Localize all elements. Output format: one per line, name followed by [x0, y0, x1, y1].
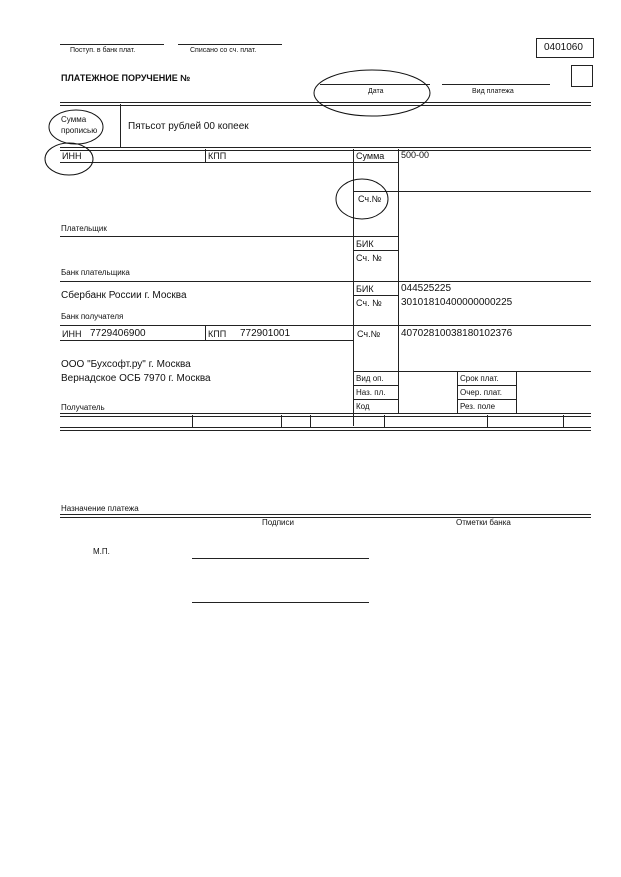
payer-inn-label: ИНН: [62, 151, 82, 161]
purpose-code-label: Наз. пл.: [356, 388, 386, 397]
payer-kpp-label: КПП: [208, 151, 227, 161]
payee-account-label: Сч.№: [357, 329, 381, 339]
date-label: Дата: [368, 88, 384, 95]
amount-words-label-line1: Сумма: [61, 115, 87, 124]
payee-inn-value: 7729406900: [90, 328, 146, 339]
order-label: Очер. плат.: [460, 388, 503, 397]
reserve-label: Рез. поле: [460, 402, 496, 411]
code-label: Код: [356, 402, 370, 411]
payee-name-line2: Вернадское ОСБ 7970 г. Москва: [61, 373, 211, 384]
payer-bank-label: Банк плательщика: [61, 268, 130, 277]
op-type-label: Вид оп.: [356, 374, 384, 383]
bank-marks-label: Отметки банка: [456, 518, 511, 527]
payee-bank-label: Банк получателя: [61, 312, 124, 321]
form-code: 0401060: [544, 42, 583, 53]
page-title: ПЛАТЕЖНОЕ ПОРУЧЕНИЕ №: [61, 73, 191, 83]
inn-circle-mark: [45, 143, 93, 175]
payer-bank-bik-label: БИК: [356, 239, 374, 249]
payee-bank-bik-label: БИК: [356, 284, 374, 294]
payee-inn-label: ИНН: [62, 329, 82, 339]
date-circle-mark: [314, 70, 430, 116]
payee-bank-account-label: Сч. №: [356, 298, 382, 308]
amount-words-circle-mark: [49, 110, 103, 144]
account-circle-mark: [336, 179, 388, 219]
payee-label: Получатель: [61, 403, 105, 412]
payee-bank-bik-value: 044525225: [401, 283, 452, 294]
signatures-label: Подписи: [262, 518, 294, 527]
payer-label: Плательщик: [61, 224, 107, 233]
sum-value: 500-00: [401, 150, 430, 160]
sum-label: Сумма: [356, 151, 385, 161]
payee-kpp-value: 772901001: [240, 328, 291, 339]
stamp-label: М.П.: [93, 547, 110, 556]
received-label: Поступ. в банк плат.: [70, 47, 136, 54]
due-label: Срок плат.: [460, 374, 499, 383]
debited-label: Списано со сч. плат.: [190, 47, 257, 54]
purpose-label: Назначение платежа: [61, 504, 139, 513]
payee-kpp-label: КПП: [208, 329, 227, 339]
amount-words-value: Пятьсот рублей 00 копеек: [128, 121, 249, 132]
payee-account-value: 40702810038180102376: [401, 328, 513, 339]
payee-bank-account-value: 30101810400000000225: [401, 297, 513, 308]
payer-account-label: Сч.№: [358, 194, 382, 204]
payment-type-label: Вид платежа: [472, 88, 514, 95]
payee-bank-name: Сбербанк России г. Москва: [61, 290, 187, 301]
amount-words-label-line2: прописью: [61, 126, 98, 135]
payer-bank-account-label: Сч. №: [356, 253, 382, 263]
payee-name-line1: ООО "Бухсофт.ру" г. Москва: [61, 359, 191, 370]
